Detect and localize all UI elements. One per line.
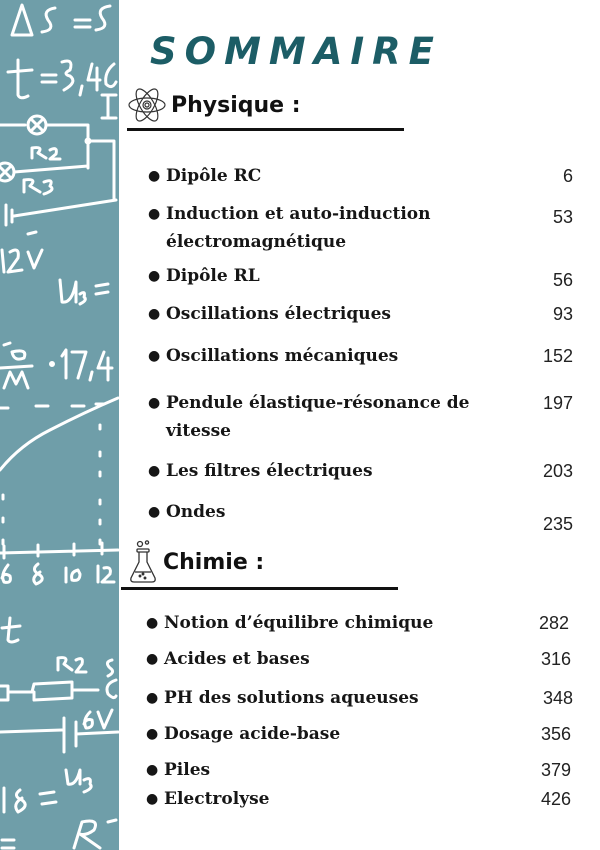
bullet-icon: ● [148,395,161,411]
toc-entry-title: Oscillations mécaniques [166,346,399,366]
section-header-chimie [129,540,264,584]
toc-entry-title: PH des solutions aqueuses [164,688,419,708]
toc-entry-page: 203 [542,461,573,481]
bullet-icon: ● [146,651,159,667]
physics-scribbles-illustration [0,0,119,850]
toc-entry-page: 197 [542,393,573,413]
section-divider [127,128,404,131]
toc-entry-page: 93 [552,304,573,324]
toc-entry-title: Dosage acide-base [164,724,341,744]
section-label: Chimie : [163,549,265,575]
bullet-icon: ● [148,463,161,479]
toc-entry-title-line: Induction et auto-induction [166,204,431,224]
toc-entry-page: 348 [542,688,573,708]
toc-entry-title: Notion d’équilibre chimique [164,613,434,633]
toc-entry-page: 356 [540,724,571,744]
page-title: SOMMAIRE [150,30,442,73]
toc-entry-page: 426 [540,789,571,809]
toc-entry-title [166,389,486,445]
toc-entry-page: 56 [552,270,573,290]
bullet-icon: ● [146,726,159,742]
section-label: Physique : [171,92,301,118]
toc-entry-title: Ondes [166,502,226,522]
toc-entry-page: 235 [542,514,573,534]
toc-entry-page: 6 [562,166,573,186]
section-header-physique [127,86,301,124]
toc-entry-title: Oscillations électriques [166,304,391,324]
bullet-icon: ● [146,690,159,706]
toc-entry-page: 316 [540,649,571,669]
toc-entry-page: 53 [552,207,573,227]
toc-entry-title: Les filtres électriques [166,461,373,481]
bullet-icon: ● [148,206,161,222]
bullet-icon: ● [148,306,161,322]
bullet-icon: ● [148,268,161,284]
section-divider [121,587,398,590]
bullet-icon: ● [148,348,161,364]
toc-entry-title: Acides et bases [164,649,310,669]
toc-entry-title-line: électromagnétique [166,232,347,252]
bullet-icon: ● [146,762,159,778]
toc-entry-title-line: Pendule élastique-résonance de [166,393,470,413]
toc-entry-title: Electrolyse [164,789,270,809]
toc-entry-title: Piles [164,760,211,780]
toc-entry-page: 379 [540,760,571,780]
toc-entry-page: 152 [542,346,573,366]
decorative-sidebar [0,0,119,850]
bullet-icon: ● [148,504,161,520]
toc-entry-title [166,200,486,256]
toc-entry-title: Dipôle RL [166,266,260,286]
toc-entry-title-line: vitesse [166,421,231,441]
bullet-icon: ● [148,168,161,184]
bullet-icon: ● [146,615,159,631]
atom-icon [127,86,167,124]
toc-entry-title: Dipôle RC [166,166,262,186]
bullet-icon: ● [146,791,159,807]
flask-icon [129,540,159,584]
toc-entry-page: 282 [538,613,569,633]
